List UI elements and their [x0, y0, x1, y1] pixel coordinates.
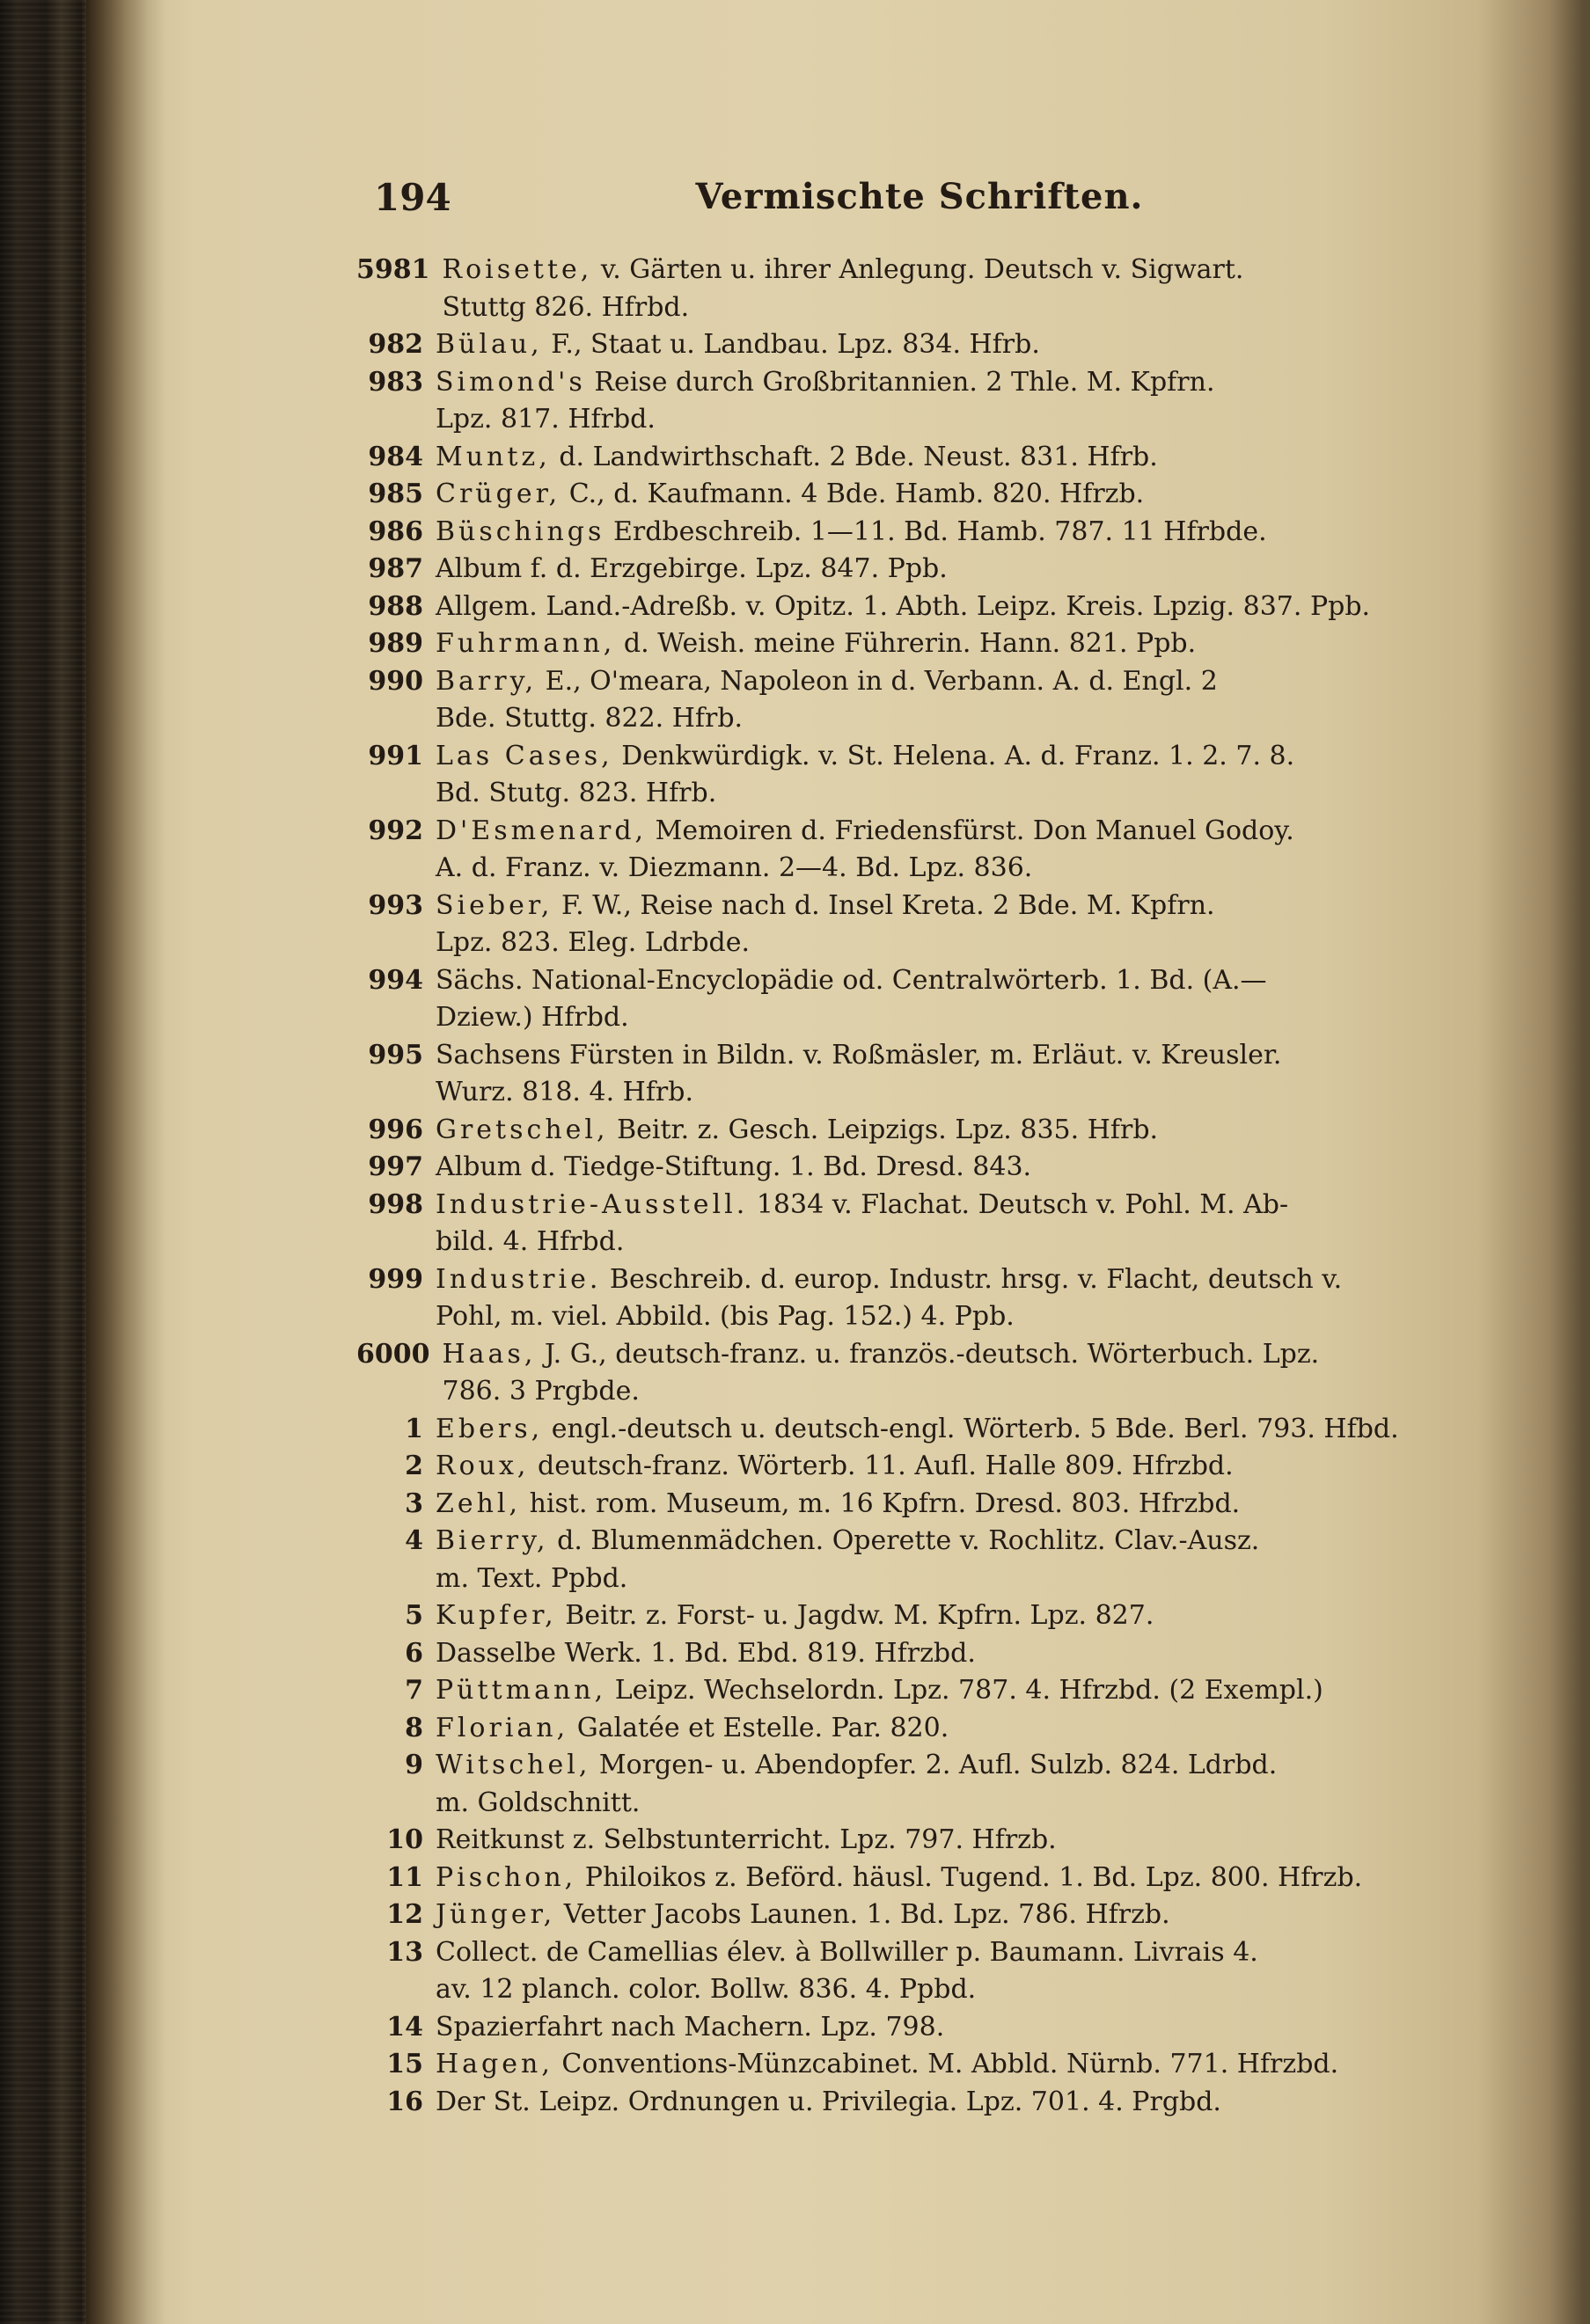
entry-line-text: d. Landwirthschaft. 2 Bde. Neust. 831. Hfrb. — [559, 441, 1158, 472]
entry-line-text: J. G., deutsch-franz. u. französ.-deutsch. Wörterbuch. Lpz. — [544, 1338, 1320, 1370]
entry-line — [436, 775, 1483, 813]
entry-line — [436, 1112, 1483, 1150]
entry-text — [436, 1747, 1483, 1822]
entry-text — [443, 252, 1484, 326]
entry-line-text: Beschreib. d. europ. Industr. hrsg. v. Flacht, deutsch v. — [609, 1263, 1343, 1295]
entry-line — [443, 1336, 1484, 1374]
entry-text — [436, 326, 1483, 364]
entry-line — [436, 1747, 1483, 1785]
entry-number: 13 — [386, 1936, 423, 1968]
entry-author: Crüger, — [436, 479, 561, 509]
running-title: Vermischte Schriften. — [695, 176, 1144, 217]
entry-text — [436, 588, 1483, 626]
entry-text — [436, 2009, 1483, 2047]
entry-line — [436, 625, 1483, 663]
entry-number: 997 — [368, 1151, 423, 1182]
entry-author: Simond's — [436, 366, 586, 398]
entry-line — [436, 962, 1483, 1000]
entry-number: 6 — [405, 1637, 423, 1669]
entry-line — [436, 1486, 1483, 1524]
entry-text — [436, 1037, 1483, 1112]
entry-number: 11 — [386, 1861, 423, 1893]
entry-number: 16 — [386, 2086, 423, 2117]
entry-text — [436, 1710, 1483, 1748]
catalogue-entry — [356, 1112, 1483, 1150]
catalogue-entry — [356, 888, 1483, 962]
entry-line — [436, 1710, 1483, 1748]
entry-author: Muntz, — [436, 441, 551, 472]
entry-line-text: hist. rom. Museum, m. 16 Kpfrn. Dresd. 803. Hfrzbd. — [529, 1487, 1241, 1519]
entry-author: Ebers, — [436, 1413, 544, 1444]
entry-line — [436, 1411, 1483, 1449]
entry-author: Büschings — [436, 515, 605, 547]
entry-line-text: Der St. Leipz. Ordnungen u. Privilegia. Lpz. 701. 4. Prgbd. — [436, 2086, 1221, 2117]
entry-line-text: Lpz. 823. Eleg. Ldrbde. — [436, 927, 751, 958]
entry-text — [436, 663, 1483, 738]
entry-line-text: Reitkunst z. Selbstunterricht. Lpz. 797. Hfrzb. — [436, 1824, 1057, 1855]
catalogue-entry — [356, 813, 1483, 888]
catalogue-entry — [356, 439, 1483, 477]
entry-number: 998 — [368, 1188, 423, 1220]
entry-text — [436, 1860, 1483, 1897]
entry-number: 996 — [368, 1114, 423, 1145]
entry-line — [436, 1448, 1483, 1486]
entry-line-text: av. 12 planch. color. Bollw. 836. 4. Ppbd. — [436, 1974, 977, 2005]
entry-author: Industrie-Ausstell. — [436, 1188, 749, 1220]
entry-line — [436, 1597, 1483, 1635]
entry-number: 2 — [405, 1451, 423, 1481]
entry-text — [436, 1597, 1483, 1635]
entry-number: 15 — [386, 2049, 423, 2079]
entry-line-text: Beitr. z. Gesch. Leipzigs. Lpz. 835. Hfrb. — [617, 1114, 1159, 1145]
entry-author: Püttmann, — [436, 1675, 607, 1706]
entry-line-text: 1834 v. Flachat. Deutsch v. Pohl. M. Ab- — [756, 1188, 1289, 1220]
entry-line — [436, 514, 1483, 552]
entry-line-text: F., Staat u. Landbau. Lpz. 834. Hfrb. — [551, 329, 1040, 360]
entry-author: Roux, — [436, 1451, 530, 1481]
catalogue-entry — [356, 551, 1483, 588]
entry-line-text: Memoiren d. Friedensfürst. Don Manuel Godoy. — [655, 815, 1294, 846]
entry-number: 986 — [368, 515, 423, 547]
entry-text — [436, 364, 1483, 439]
entry-text — [436, 1149, 1483, 1187]
entry-line-text: Wurz. 818. 4. Hfrb. — [436, 1077, 693, 1107]
entry-text — [443, 1336, 1484, 1411]
entry-line — [436, 1224, 1483, 1261]
entry-line — [436, 1934, 1483, 1972]
catalogue-entry — [356, 1635, 1483, 1673]
entry-line-text: Denkwürdigk. v. St. Helena. A. d. Franz. 1. 2. 7. 8. — [621, 740, 1295, 771]
entry-text — [436, 551, 1483, 588]
entry-author: Bülau, — [436, 329, 543, 360]
entry-line — [436, 326, 1483, 364]
entry-line-text: Beitr. z. Forst- u. Jagdw. M. Kpfrn. Lpz. 827. — [565, 1600, 1154, 1631]
catalogue-entries — [356, 252, 1483, 2121]
catalogue-entry — [356, 738, 1483, 813]
entry-text — [436, 1411, 1483, 1449]
entry-number: 995 — [368, 1039, 423, 1071]
entry-line-text: bild. 4. Hfrbd. — [436, 1226, 625, 1257]
entry-number: 994 — [368, 964, 423, 996]
entry-line — [436, 1149, 1483, 1187]
entry-line — [436, 663, 1483, 701]
catalogue-entry — [356, 1672, 1483, 1710]
entry-number: 991 — [368, 740, 423, 771]
entry-line — [436, 588, 1483, 626]
entry-line-text: Bde. Stuttg. 822. Hfrb. — [436, 703, 744, 734]
entry-number: 5981 — [356, 254, 430, 285]
entry-line — [436, 850, 1483, 888]
entry-line-text: Philoikos z. Beförd. häusl. Tugend. 1. Bd. Lpz. 800. Hfrzb. — [584, 1861, 1363, 1893]
catalogue-entry — [356, 663, 1483, 738]
entry-author: Florian, — [436, 1712, 569, 1743]
entry-author: Haas, — [442, 1338, 537, 1370]
entry-line — [436, 1971, 1483, 2009]
entry-number: 5 — [405, 1600, 423, 1631]
entry-author: Roisette, — [442, 254, 593, 285]
catalogue-entry — [356, 1597, 1483, 1635]
catalogue-entry — [356, 1336, 1483, 1411]
catalogue-entry — [356, 962, 1483, 1037]
catalogue-entry — [356, 1934, 1483, 2009]
entry-number: 9 — [405, 1750, 423, 1780]
entry-line-text: Stuttg 826. Hfrbd. — [442, 291, 690, 323]
entry-text — [436, 813, 1483, 888]
entry-number: 8 — [405, 1712, 423, 1743]
entry-line — [436, 1860, 1483, 1897]
entry-line — [436, 2046, 1483, 2084]
entry-text — [436, 625, 1483, 663]
entry-text — [436, 2046, 1483, 2084]
entry-line — [436, 1523, 1483, 1560]
catalogue-entry — [356, 1448, 1483, 1486]
entry-line — [436, 738, 1483, 776]
entry-text — [436, 1672, 1483, 1710]
entry-number: 1 — [405, 1413, 423, 1444]
entry-text — [436, 888, 1483, 962]
entry-text — [436, 1261, 1483, 1336]
entry-number: 989 — [368, 628, 423, 659]
book-binding-edge — [0, 0, 86, 2324]
entry-text — [436, 2084, 1483, 2122]
entry-line-text: d. Weish. meine Führerin. Hann. 821. Ppb. — [623, 628, 1197, 659]
entry-line-text: Sachsens Fürsten in Bildn. v. Roßmäsler, m. Erläut. v. Kreusler. — [436, 1039, 1282, 1071]
entry-line-text: F. W., Reise nach d. Insel Kreta. 2 Bde. M. Kpfrn. — [561, 889, 1215, 921]
catalogue-entry — [356, 514, 1483, 552]
entry-text — [436, 1635, 1483, 1673]
gutter-shadow — [86, 0, 165, 2324]
catalogue-entry — [356, 476, 1483, 514]
entry-line — [436, 924, 1483, 962]
entry-author: Sieber, — [436, 889, 553, 921]
entry-line — [436, 1822, 1483, 1860]
entry-number: 990 — [368, 665, 423, 697]
entry-line — [436, 551, 1483, 588]
entry-author: D'Esmenard, — [436, 815, 648, 846]
entry-line — [436, 1298, 1483, 1336]
entry-line-text: 786. 3 Prgbde. — [442, 1376, 640, 1407]
entry-line — [436, 1560, 1483, 1598]
entry-text — [436, 1486, 1483, 1524]
entry-author: Jünger, — [436, 1899, 556, 1930]
entry-line-text: d. Blumenmädchen. Operette v. Rochlitz. Clav.-Ausz. — [557, 1525, 1260, 1556]
running-head — [356, 176, 1483, 238]
entry-text — [436, 1523, 1483, 1597]
entry-author: Fuhrmann, — [436, 628, 616, 659]
entry-number: 7 — [405, 1675, 423, 1706]
entry-line-text: Morgen- u. Abendopfer. 2. Aufl. Sulzb. 824. Ldrbd. — [598, 1750, 1278, 1780]
entry-line — [443, 252, 1484, 289]
entry-line-text: Album d. Tiedge-Stiftung. 1. Bd. Dresd. 843. — [436, 1151, 1032, 1182]
page-number: 194 — [374, 176, 451, 219]
entry-line — [443, 289, 1484, 327]
entry-number: 14 — [386, 2011, 423, 2043]
entry-line-text: E., O'meara, Napoleon in d. Verbann. A. d. Engl. 2 — [545, 665, 1218, 697]
entry-author: Las Cases, — [436, 740, 613, 771]
entry-line-text: Spazierfahrt nach Machern. Lpz. 798. — [436, 2011, 945, 2043]
entry-number: 999 — [368, 1263, 423, 1295]
catalogue-entry — [356, 1486, 1483, 1524]
catalogue-entry — [356, 1187, 1483, 1261]
catalogue-entry — [356, 2009, 1483, 2047]
entry-number: 3 — [405, 1487, 423, 1519]
entry-line-text: Sächs. National-Encyclopädie od. Centralwörterb. 1. Bd. (A.— — [436, 964, 1267, 996]
entry-line-text: m. Text. Ppbd. — [436, 1562, 628, 1594]
entry-text — [436, 1448, 1483, 1486]
entry-author: Hagen, — [436, 2049, 553, 2079]
entry-line — [436, 700, 1483, 738]
page-content — [356, 176, 1483, 2164]
catalogue-entry — [356, 1860, 1483, 1897]
entry-number: 12 — [386, 1899, 423, 1930]
catalogue-entry — [356, 625, 1483, 663]
entry-line-text: Leipz. Wechselordn. Lpz. 787. 4. Hfrzbd. (2 Exempl.) — [614, 1675, 1323, 1706]
entry-number: 987 — [368, 553, 423, 584]
catalogue-entry — [356, 1523, 1483, 1597]
entry-number: 10 — [386, 1824, 423, 1855]
catalogue-entry — [356, 588, 1483, 626]
entry-line-text: Conventions-Münzcabinet. M. Abbld. Nürnb. 771. Hfrzbd. — [561, 2049, 1339, 2079]
entry-number: 4 — [405, 1525, 423, 1556]
entry-line-text: Vetter Jacobs Launen. 1. Bd. Lpz. 786. Hfrzb. — [563, 1899, 1170, 1930]
entry-line-text: Dziew.) Hfrbd. — [436, 1002, 629, 1033]
entry-number: 984 — [368, 441, 423, 472]
entry-text — [436, 476, 1483, 514]
entry-author: Witschel, — [436, 1750, 591, 1780]
entry-line-text: Allgem. Land.-Adreßb. v. Opitz. 1. Abth. Leipz. Kreis. Lpzig. 837. Ppb. — [436, 590, 1371, 622]
entry-number: 983 — [368, 366, 423, 398]
entry-line — [436, 888, 1483, 925]
entry-text — [436, 1822, 1483, 1860]
catalogue-entry — [356, 1822, 1483, 1860]
entry-author: Bierry, — [436, 1525, 549, 1556]
entry-text — [436, 1187, 1483, 1261]
entry-line — [436, 401, 1483, 439]
entry-line-text: v. Gärten u. ihrer Anlegung. Deutsch v. Sigwart. — [600, 254, 1244, 285]
entry-line — [436, 1187, 1483, 1224]
catalogue-entry — [356, 1149, 1483, 1187]
entry-line-text: Dasselbe Werk. 1. Bd. Ebd. 819. Hfrzbd. — [436, 1637, 976, 1669]
entry-text — [436, 439, 1483, 477]
entry-line-text: engl.-deutsch u. deutsch-engl. Wörterb. 5 Bde. Berl. 793. Hfbd. — [551, 1413, 1399, 1444]
entry-number: 6000 — [356, 1338, 430, 1370]
catalogue-entry — [356, 1747, 1483, 1822]
entry-line-text: Pohl, m. viel. Abbild. (bis Pag. 152.) 4. Ppb. — [436, 1301, 1015, 1332]
entry-author: Pischon, — [436, 1861, 577, 1893]
entry-text — [436, 738, 1483, 813]
catalogue-entry — [356, 2084, 1483, 2122]
entry-line — [436, 1261, 1483, 1299]
entry-line — [436, 1635, 1483, 1673]
catalogue-entry — [356, 1710, 1483, 1748]
entry-line — [436, 364, 1483, 402]
catalogue-entry — [356, 326, 1483, 364]
entry-line — [436, 439, 1483, 477]
entry-line — [436, 1672, 1483, 1710]
entry-number: 992 — [368, 815, 423, 846]
entry-text — [436, 514, 1483, 552]
catalogue-entry — [356, 1037, 1483, 1112]
entry-line — [436, 1896, 1483, 1934]
catalogue-entry — [356, 1896, 1483, 1934]
catalogue-entry — [356, 364, 1483, 439]
entry-line — [436, 476, 1483, 514]
entry-number: 988 — [368, 590, 423, 622]
entry-author: Gretschel, — [436, 1114, 609, 1145]
entry-text — [436, 1896, 1483, 1934]
catalogue-entry — [356, 2046, 1483, 2084]
entry-line-text: Galatée et Estelle. Par. 820. — [576, 1712, 949, 1743]
entry-number: 985 — [368, 479, 423, 509]
entry-author: Industrie. — [436, 1263, 602, 1295]
entry-author: Zehl, — [436, 1487, 522, 1519]
catalogue-entry — [356, 252, 1483, 326]
entry-line-text: Reise durch Großbritannien. 2 Thle. M. Kpfrn. — [594, 366, 1215, 398]
entry-text — [436, 1934, 1483, 2009]
entry-text — [436, 1112, 1483, 1150]
entry-line-text: Collect. de Camellias élev. à Bollwiller p. Baumann. Livrais 4. — [436, 1936, 1258, 1968]
entry-line-text: Bd. Stutg. 823. Hfrb. — [436, 778, 717, 808]
entry-line-text: Lpz. 817. Hfrbd. — [436, 404, 656, 435]
entry-line-text: Album f. d. Erzgebirge. Lpz. 847. Ppb. — [436, 553, 948, 584]
entry-number: 982 — [368, 329, 423, 360]
entry-author: Kupfer, — [436, 1600, 557, 1631]
entry-line — [436, 2009, 1483, 2047]
catalogue-entry — [356, 1261, 1483, 1336]
entry-line-text: m. Goldschnitt. — [436, 1787, 641, 1818]
catalogue-entry — [356, 1411, 1483, 1449]
entry-line — [436, 1037, 1483, 1075]
entry-line-text: C., d. Kaufmann. 4 Bde. Hamb. 820. Hfrzb. — [568, 479, 1145, 509]
entry-number: 993 — [368, 889, 423, 921]
entry-line — [436, 1074, 1483, 1112]
entry-line — [436, 813, 1483, 851]
entry-line — [436, 2084, 1483, 2122]
entry-author: Barry, — [436, 665, 538, 697]
entry-line-text: Erdbeschreib. 1—11. Bd. Hamb. 787. 11 Hfrbde. — [612, 515, 1267, 547]
entry-line — [443, 1373, 1484, 1411]
entry-text — [436, 962, 1483, 1037]
entry-line — [436, 1785, 1483, 1823]
entry-line — [436, 999, 1483, 1037]
entry-line-text: deutsch-franz. Wörterb. 11. Aufl. Halle 809. Hfrzbd. — [537, 1451, 1234, 1481]
entry-line-text: A. d. Franz. v. Diezmann. 2—4. Bd. Lpz. 836. — [436, 852, 1033, 883]
